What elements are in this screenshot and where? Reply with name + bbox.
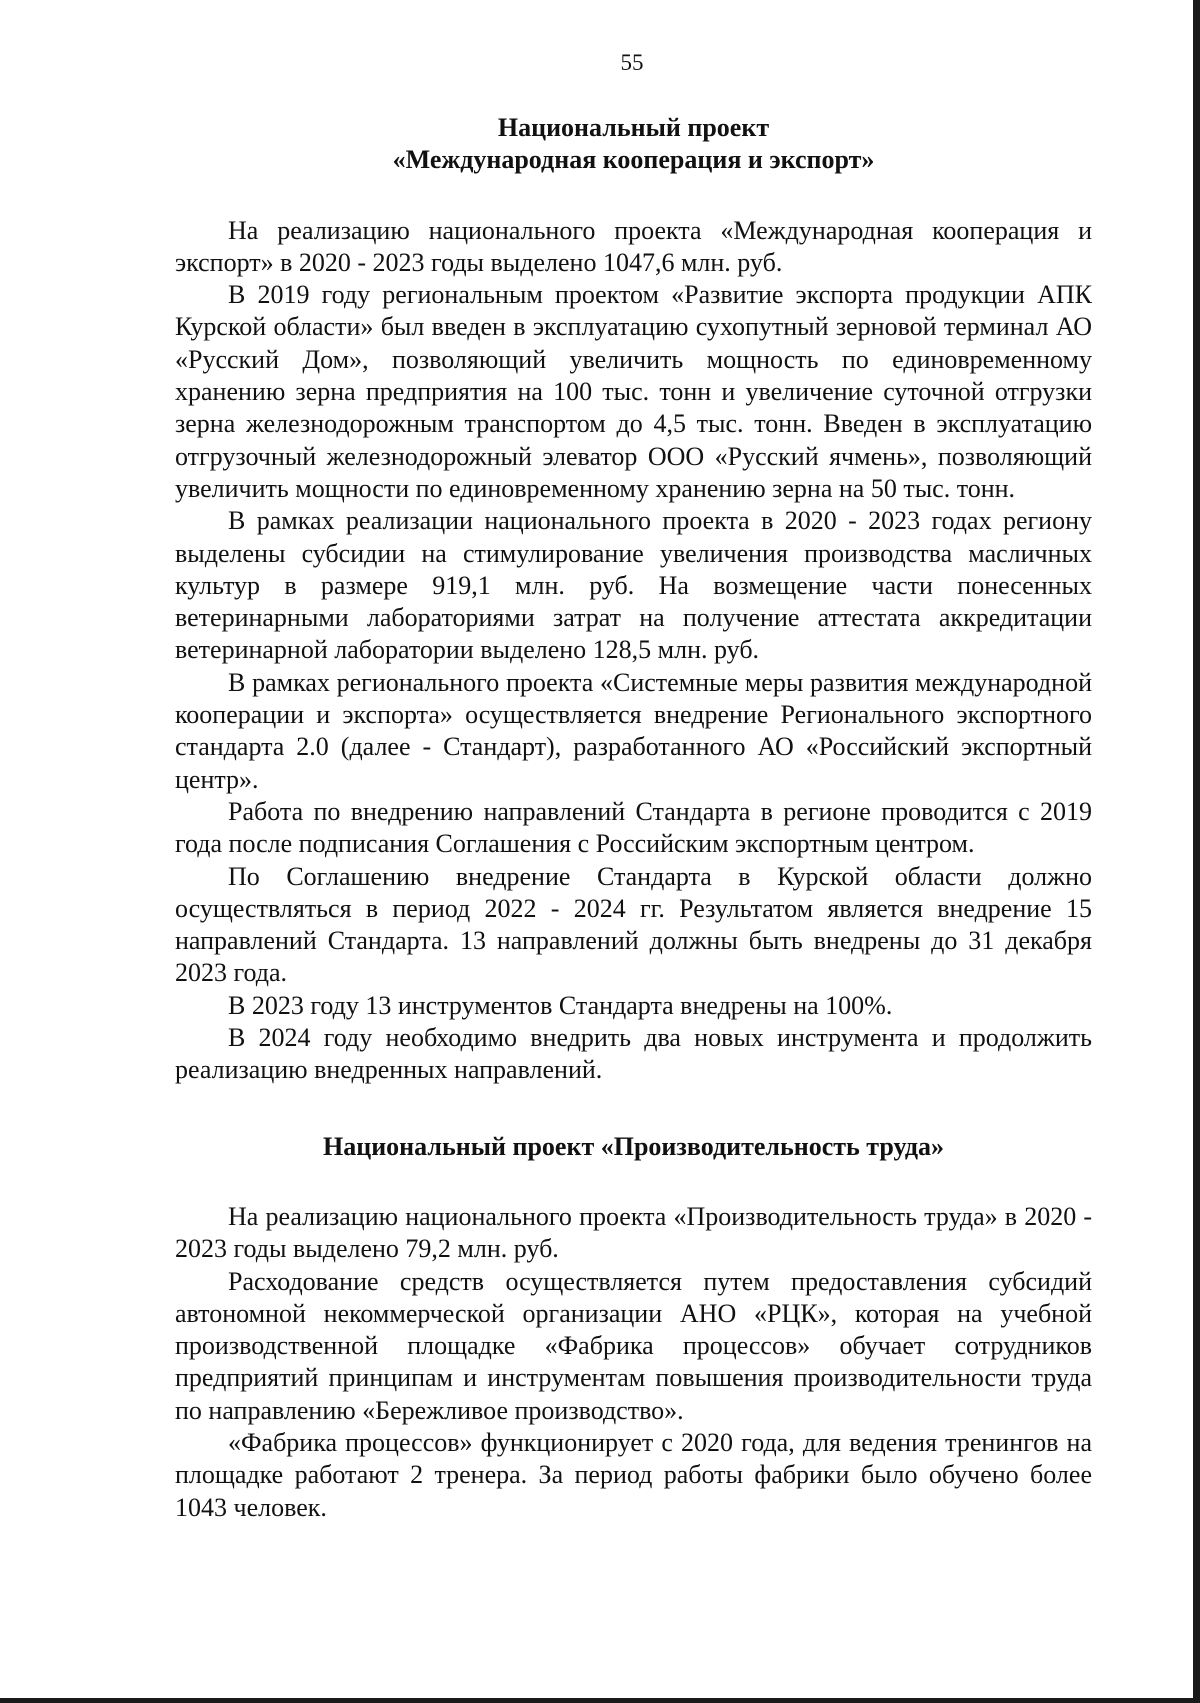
paragraph: «Фабрика процессов» функционирует с 2020 года, для ведения тренингов на площадке работают 2 тренера. За период работы фабрики было обучено более 1043 человек.: [175, 1427, 1092, 1522]
paragraph: Расходование средств осуществляется путем предоставления субсидий автономной некоммерческой организации АНО «РЦК», которая на учебной производственной площадке «Фабрика процессов» обучает сотрудников предприятий принципам и инструментам повышения производительности труда по направлению «Бережливое производство».: [175, 1266, 1092, 1425]
scan-border-right: [1193, 0, 1200, 1703]
paragraph: На реализацию национального проекта «Производительность труда» в 2020 - 2023 годы выделено 79,2 млн. руб.: [175, 1201, 1092, 1264]
section-title-export-line2: «Международная кооперация и экспорт»: [392, 145, 875, 175]
scan-border-bottom: [0, 1698, 1200, 1703]
section-title-labor-productivity: Национальный проект «Производительность труда»: [323, 1131, 944, 1161]
page-number: 55: [620, 50, 644, 75]
paragraph: В 2019 году региональным проектом «Развитие экспорта продукции АПК Курской области» был введен в эксплуатацию сухопутный зерновой терминал АО «Русский Дом», позволяющий увеличить мощность по единовременному хранению зерна предприятия на 100 тыс. тонн и увеличение суточной отгрузки зерна железнодорожным транспортом до 4,5 тыс. тонн. Введен в эксплуатацию отгрузочный железнодорожный элеватор ООО «Русский ячмень», позволяющий увеличить мощности по единовременному хранению зерна на 50 тыс. тонн.: [175, 280, 1092, 503]
paragraph: В рамках реализации национального проекта в 2020 - 2023 годах региону выделены субсидии на стимулирование увеличения производства масличных культур в размере 919,1 млн. руб. На возмещение части понесенных ветеринарными лабораториями затрат на получение аттестата аккредитации ветеринарной лаборатории выделено 128,5 млн. руб.: [175, 506, 1092, 665]
document-body: [175, 112, 1092, 1524]
paragraph: В рамках регионального проекта «Системные меры развития международной кооперации и экспорта» осуществляется внедрение Регионального экспортного стандарта 2.0 (далее - Стандарт), разработанного АО «Российский экспортный центр».: [175, 667, 1092, 794]
paragraph: В 2023 году 13 инструментов Стандарта внедрены на 100%.: [228, 990, 893, 1020]
paragraph: В 2024 году необходимо внедрить два новых инструмента и продолжить реализацию внедренных направлений.: [175, 1023, 1092, 1085]
paragraph: На реализацию национального проекта «Международная кооперация и экспорт» в 2020 - 2023 годы выделено 1047,6 млн. руб.: [175, 215, 1092, 277]
section-title-export-line1: Национальный проект: [497, 113, 770, 142]
paragraph: По Соглашению внедрение Стандарта в Курской области должно осуществляться в период 2022 - 2024 гг. Результатом является внедрение 15 направлений Стандарта. 13 направлений должны быть внедрены до 31 декабря 2023 года.: [175, 861, 1092, 988]
paragraph: Работа по внедрению направлений Стандарта в регионе проводится с 2019 года после подписания Соглашения с Российским экспортным центром.: [175, 796, 1092, 859]
